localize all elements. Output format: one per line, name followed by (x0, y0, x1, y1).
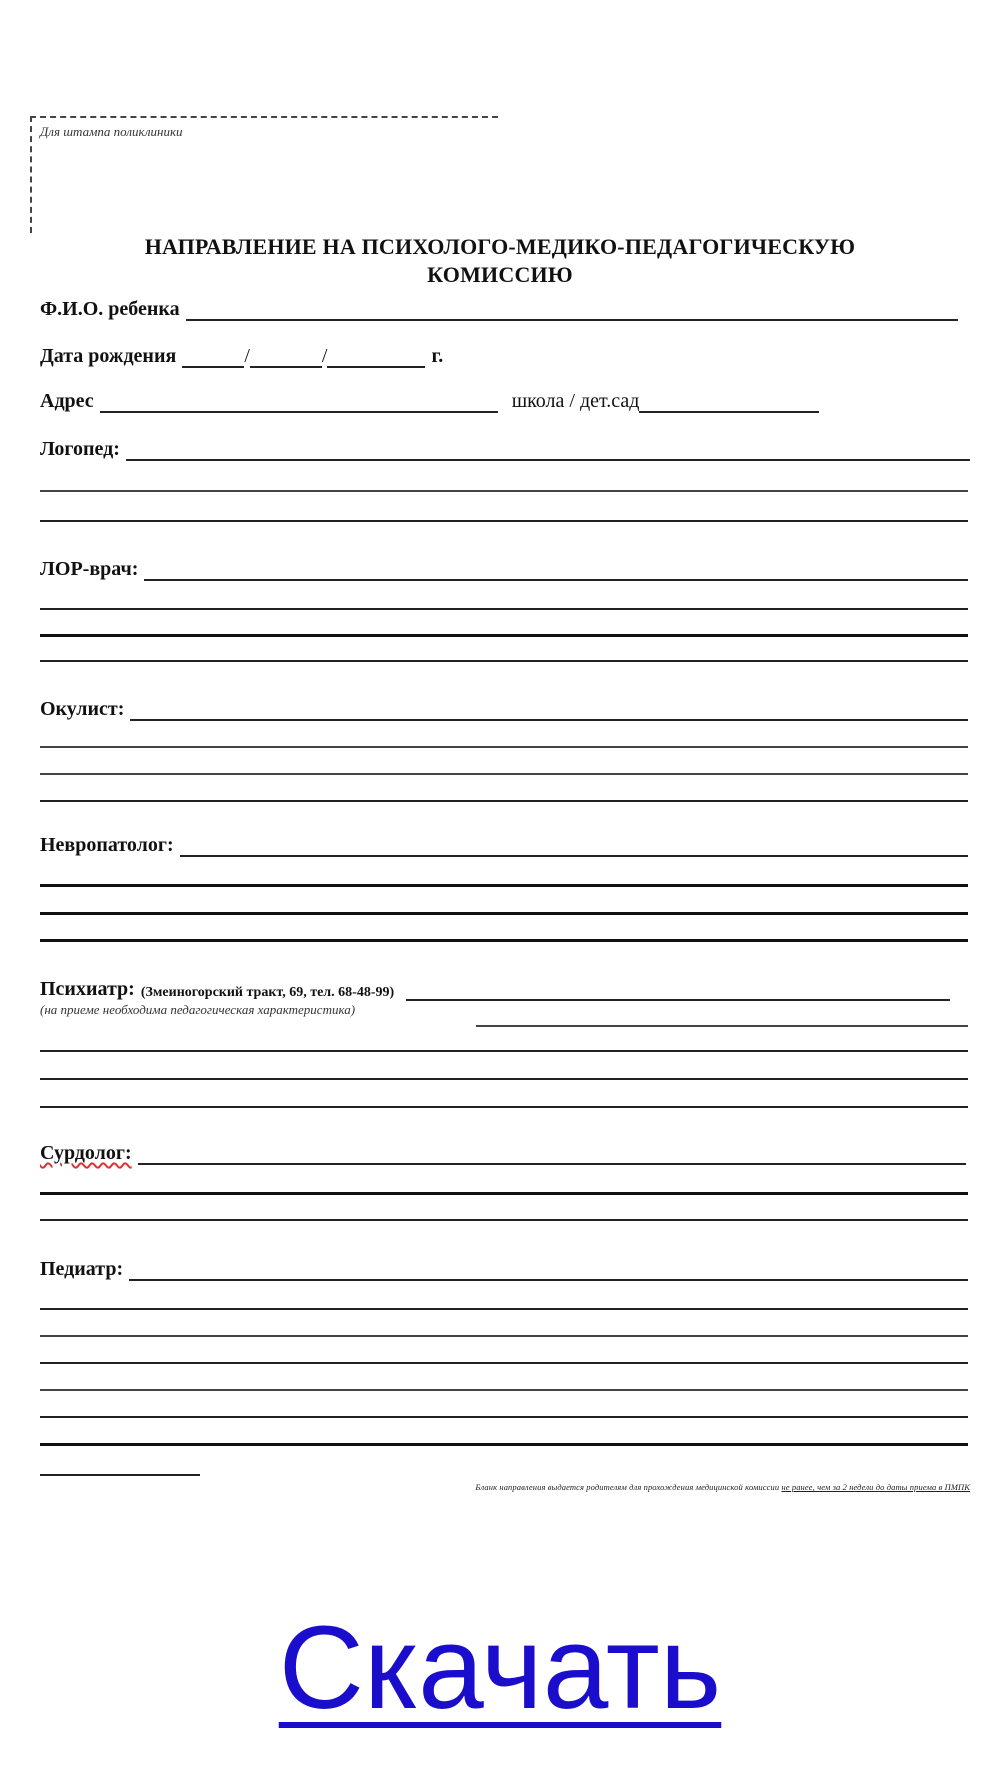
oculist-row (40, 698, 968, 721)
oculist-label: Окулист: (40, 698, 125, 720)
psychiatrist-note: (на приеме необходима педагогическая характеристика) (40, 1002, 356, 1017)
school-label: школа / дет.сад (511, 390, 640, 412)
surdolog-row (40, 1142, 966, 1165)
neuro-label: Невропатолог: (40, 834, 174, 856)
fio-label: Ф.И.О. ребенка (40, 298, 180, 320)
psychiatrist-address: (Змеиногорский тракт, 69, тел. 68-48-99) (140, 985, 395, 1000)
logoped-line-3 (40, 520, 968, 522)
birth-month-line (250, 348, 322, 368)
referral-form-document (0, 90, 1000, 1510)
download-section (0, 1600, 1000, 1736)
lor-row (40, 558, 968, 581)
address-line (100, 393, 498, 413)
address-row (40, 390, 819, 413)
birth-year-line (327, 348, 425, 368)
address-label: Адрес (40, 390, 94, 412)
lor-label: ЛОР-врач: (40, 558, 139, 580)
psychiatrist-label: Психиатр: (40, 978, 135, 1000)
birth-date-label: Дата рождения (40, 345, 177, 367)
fio-row (40, 298, 958, 321)
logoped-row (40, 438, 970, 461)
neuro-row (40, 834, 968, 857)
school-line (639, 393, 819, 413)
form-title: НАПРАВЛЕНИЕ НА ПСИХОЛОГО-МЕДИКО-ПЕДАГОГИЧЕСКУЮ КОМИССИЮ (144, 234, 856, 287)
birth-day-line (182, 348, 244, 368)
psychiatrist-row (40, 978, 950, 1001)
download-link[interactable]: Скачать (278, 1602, 722, 1734)
pediatr-row (40, 1258, 968, 1281)
stamp-area (30, 116, 498, 233)
logoped-label: Логопед: (40, 438, 120, 460)
pediatr-label: Педиатр: (40, 1258, 124, 1280)
footer-note: Бланк направления выдается родителям для прохождения медицинской комиссии не ранее, чем за 2 недели до даты приема в ПМПК (475, 1482, 970, 1492)
birth-date-row: Дата рождения / / г. (40, 345, 444, 367)
birth-year-suffix: г. (431, 345, 444, 367)
stamp-label: Для штампа поликлиники (40, 124, 183, 139)
surdolog-label: Сурдолог: (40, 1142, 132, 1164)
fio-line (186, 301, 958, 321)
top-bar (0, 0, 1000, 91)
logoped-line-2 (40, 490, 968, 492)
